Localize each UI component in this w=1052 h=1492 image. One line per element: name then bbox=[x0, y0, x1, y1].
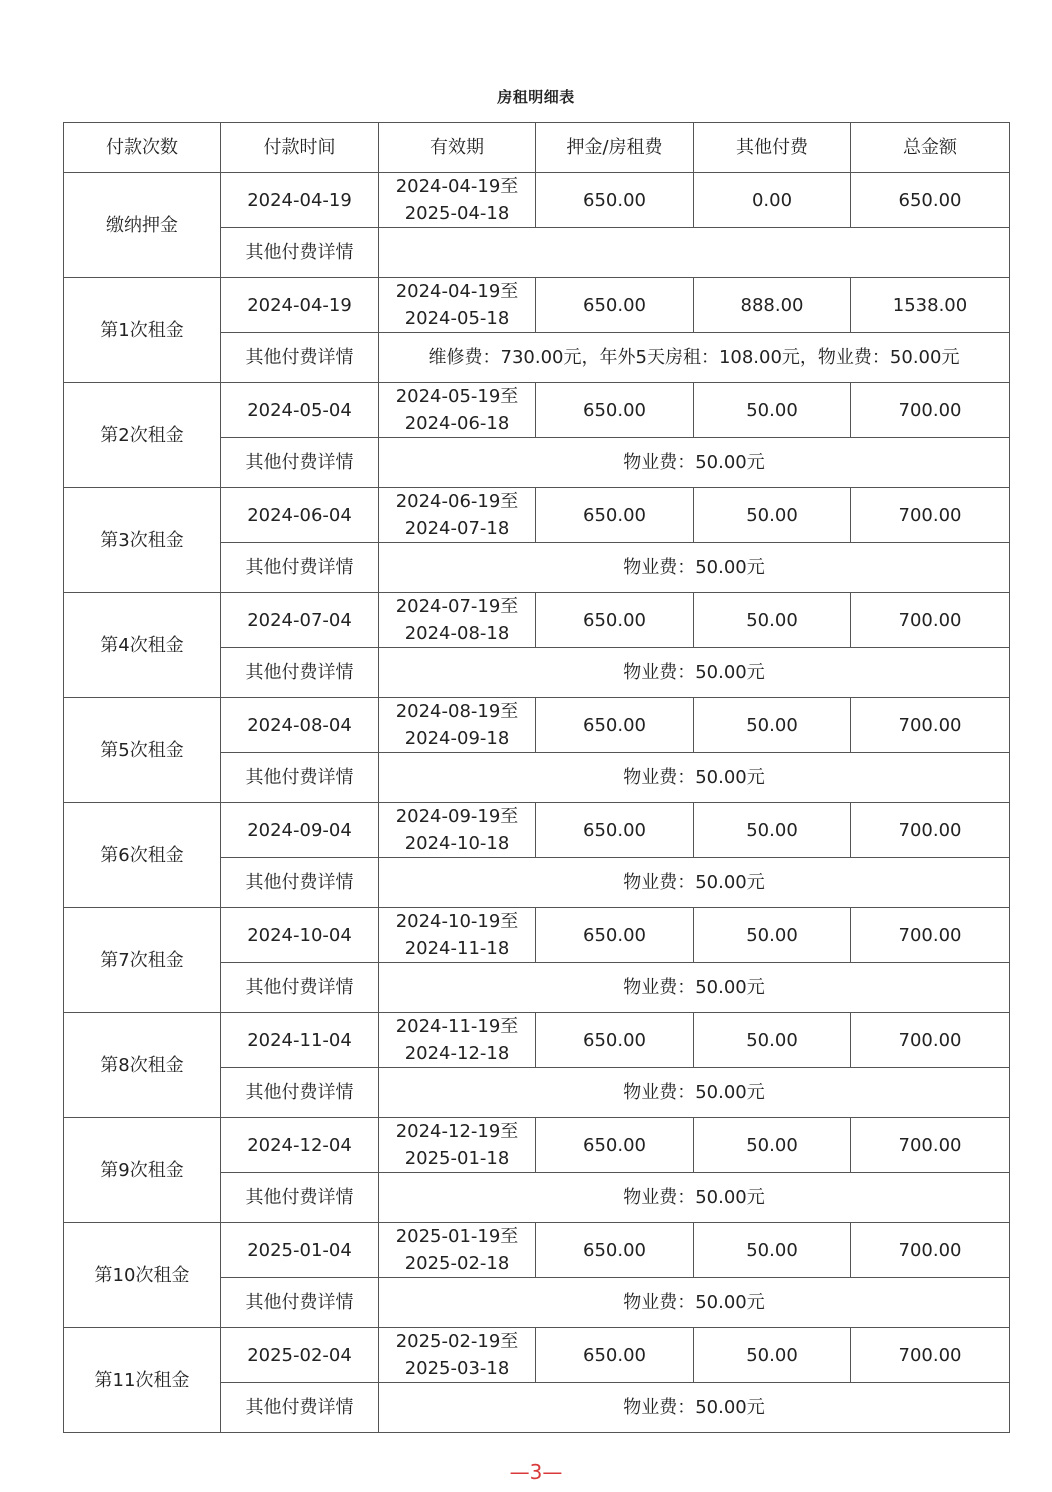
total-amount-cell: 700.00 bbox=[851, 383, 1010, 438]
total-amount-cell: 700.00 bbox=[851, 488, 1010, 543]
period-end: 2025-04-18 bbox=[404, 203, 510, 224]
detail-label-cell: 其他付费详情 bbox=[221, 858, 379, 908]
period-start: 2024-09-19至 bbox=[395, 806, 519, 827]
deposit-rent-cell: 650.00 bbox=[536, 173, 694, 228]
other-fee-cell: 50.00 bbox=[694, 1223, 851, 1278]
total-amount-cell: 700.00 bbox=[851, 1223, 1010, 1278]
period-start: 2024-05-19至 bbox=[395, 386, 519, 407]
deposit-rent-cell: 650.00 bbox=[536, 1118, 694, 1173]
detail-label-cell: 其他付费详情 bbox=[221, 228, 379, 278]
valid-period-cell bbox=[379, 1118, 536, 1173]
deposit-rent-cell: 650.00 bbox=[536, 593, 694, 648]
payment-date-cell: 2024-12-04 bbox=[221, 1118, 379, 1173]
payment-date-cell: 2024-08-04 bbox=[221, 698, 379, 753]
payment-date-cell: 2024-04-19 bbox=[221, 278, 379, 333]
other-fee-cell: 50.00 bbox=[694, 1328, 851, 1383]
period-start: 2024-04-19至 bbox=[395, 176, 519, 197]
other-fee-cell: 50.00 bbox=[694, 593, 851, 648]
header-payment-date: 付款时间 bbox=[221, 123, 379, 173]
other-fee-cell: 50.00 bbox=[694, 803, 851, 858]
payment-date-cell: 2025-01-04 bbox=[221, 1223, 379, 1278]
total-amount-cell: 700.00 bbox=[851, 803, 1010, 858]
header-total-amount: 总金额 bbox=[851, 123, 1010, 173]
table-row bbox=[64, 908, 1010, 963]
detail-label-cell: 其他付费详情 bbox=[221, 543, 379, 593]
period-start: 2025-02-19至 bbox=[395, 1331, 519, 1352]
total-amount-cell: 700.00 bbox=[851, 1328, 1010, 1383]
valid-period-cell bbox=[379, 698, 536, 753]
payment-count-cell: 第6次租金 bbox=[64, 803, 221, 908]
payment-count-cell: 第10次租金 bbox=[64, 1223, 221, 1328]
header-other-fee: 其他付费 bbox=[694, 123, 851, 173]
payment-count-cell: 第11次租金 bbox=[64, 1328, 221, 1433]
detail-content-cell: 物业费：50.00元 bbox=[379, 1278, 1010, 1328]
detail-content-cell: 物业费：50.00元 bbox=[379, 1068, 1010, 1118]
payment-count-cell: 第7次租金 bbox=[64, 908, 221, 1013]
total-amount-cell: 700.00 bbox=[851, 908, 1010, 963]
payment-count-cell: 第1次租金 bbox=[64, 278, 221, 383]
period-start: 2024-07-19至 bbox=[395, 596, 519, 617]
valid-period-cell bbox=[379, 488, 536, 543]
period-end: 2024-07-18 bbox=[404, 518, 510, 539]
table-row bbox=[64, 803, 1010, 858]
period-end: 2024-05-18 bbox=[404, 308, 510, 329]
period-end: 2024-10-18 bbox=[404, 833, 510, 854]
period-start: 2024-06-19至 bbox=[395, 491, 519, 512]
header-payment-count: 付款次数 bbox=[64, 123, 221, 173]
detail-content-cell: 物业费：50.00元 bbox=[379, 438, 1010, 488]
table-row bbox=[64, 1223, 1010, 1278]
valid-period-cell bbox=[379, 1223, 536, 1278]
table-row bbox=[64, 278, 1010, 333]
total-amount-cell: 1538.00 bbox=[851, 278, 1010, 333]
other-fee-cell: 50.00 bbox=[694, 488, 851, 543]
other-fee-cell: 50.00 bbox=[694, 383, 851, 438]
payment-date-cell: 2024-06-04 bbox=[221, 488, 379, 543]
total-amount-cell: 700.00 bbox=[851, 1118, 1010, 1173]
valid-period-cell bbox=[379, 278, 536, 333]
payment-count-cell: 第8次租金 bbox=[64, 1013, 221, 1118]
period-start: 2025-01-19至 bbox=[395, 1226, 519, 1247]
detail-label-cell: 其他付费详情 bbox=[221, 963, 379, 1013]
table-body bbox=[64, 173, 1010, 1433]
table-row bbox=[64, 698, 1010, 753]
header-deposit-rent: 押金/房租费 bbox=[536, 123, 694, 173]
valid-period-cell bbox=[379, 803, 536, 858]
valid-period-cell bbox=[379, 1328, 536, 1383]
other-fee-cell: 0.00 bbox=[694, 173, 851, 228]
detail-content-cell: 物业费：50.00元 bbox=[379, 1173, 1010, 1223]
period-end: 2024-06-18 bbox=[404, 413, 510, 434]
total-amount-cell: 700.00 bbox=[851, 1013, 1010, 1068]
total-amount-cell: 700.00 bbox=[851, 698, 1010, 753]
period-start: 2024-08-19至 bbox=[395, 701, 519, 722]
total-amount-cell: 650.00 bbox=[851, 173, 1010, 228]
other-fee-cell: 50.00 bbox=[694, 1013, 851, 1068]
payment-count-cell: 第2次租金 bbox=[64, 383, 221, 488]
valid-period-cell bbox=[379, 173, 536, 228]
payment-date-cell: 2024-09-04 bbox=[221, 803, 379, 858]
detail-content-cell: 物业费：50.00元 bbox=[379, 753, 1010, 803]
detail-label-cell: 其他付费详情 bbox=[221, 1278, 379, 1328]
detail-content-cell: 物业费：50.00元 bbox=[379, 1383, 1010, 1433]
total-amount-cell: 700.00 bbox=[851, 593, 1010, 648]
deposit-rent-cell: 650.00 bbox=[536, 1013, 694, 1068]
payment-date-cell: 2024-05-04 bbox=[221, 383, 379, 438]
valid-period-cell bbox=[379, 908, 536, 963]
period-start: 2024-10-19至 bbox=[395, 911, 519, 932]
payment-count-cell: 第4次租金 bbox=[64, 593, 221, 698]
detail-content-cell: 物业费：50.00元 bbox=[379, 543, 1010, 593]
deposit-rent-cell: 650.00 bbox=[536, 1328, 694, 1383]
period-start: 2024-11-19至 bbox=[395, 1016, 519, 1037]
detail-label-cell: 其他付费详情 bbox=[221, 1173, 379, 1223]
header-valid-period: 有效期 bbox=[379, 123, 536, 173]
payment-date-cell: 2024-07-04 bbox=[221, 593, 379, 648]
detail-label-cell: 其他付费详情 bbox=[221, 333, 379, 383]
rent-detail-table bbox=[63, 122, 1010, 1433]
period-end: 2024-08-18 bbox=[404, 623, 510, 644]
other-fee-cell: 50.00 bbox=[694, 908, 851, 963]
detail-label-cell: 其他付费详情 bbox=[221, 438, 379, 488]
detail-content-cell: 维修费：730.00元，年外5天房租：108.00元，物业费：50.00元 bbox=[379, 333, 1010, 383]
detail-content-cell: 物业费：50.00元 bbox=[379, 858, 1010, 908]
payment-date-cell: 2024-10-04 bbox=[221, 908, 379, 963]
valid-period-cell bbox=[379, 383, 536, 438]
deposit-rent-cell: 650.00 bbox=[536, 278, 694, 333]
detail-label-cell: 其他付费详情 bbox=[221, 1068, 379, 1118]
table-row bbox=[64, 1328, 1010, 1383]
period-end: 2024-12-18 bbox=[404, 1043, 510, 1064]
period-end: 2025-03-18 bbox=[404, 1358, 510, 1379]
valid-period-cell bbox=[379, 1013, 536, 1068]
period-start: 2024-04-19至 bbox=[395, 281, 519, 302]
payment-count-cell: 缴纳押金 bbox=[64, 173, 221, 278]
detail-label-cell: 其他付费详情 bbox=[221, 648, 379, 698]
period-end: 2025-01-18 bbox=[404, 1148, 510, 1169]
table-row bbox=[64, 1013, 1010, 1068]
payment-count-cell: 第9次租金 bbox=[64, 1118, 221, 1223]
table-row bbox=[64, 1118, 1010, 1173]
detail-content-cell: 物业费：50.00元 bbox=[379, 963, 1010, 1013]
payment-date-cell: 2024-04-19 bbox=[221, 173, 379, 228]
detail-label-cell: 其他付费详情 bbox=[221, 753, 379, 803]
page-number: —3— bbox=[509, 1460, 563, 1484]
document-title: 房租明细表 bbox=[497, 88, 575, 106]
period-end: 2024-09-18 bbox=[404, 728, 510, 749]
table-header-row bbox=[64, 123, 1010, 173]
detail-content-cell: 物业费：50.00元 bbox=[379, 648, 1010, 698]
payment-date-cell: 2024-11-04 bbox=[221, 1013, 379, 1068]
other-fee-cell: 888.00 bbox=[694, 278, 851, 333]
deposit-rent-cell: 650.00 bbox=[536, 383, 694, 438]
table-row bbox=[64, 488, 1010, 543]
valid-period-cell bbox=[379, 593, 536, 648]
table-row bbox=[64, 593, 1010, 648]
detail-content-cell bbox=[379, 228, 1010, 278]
deposit-rent-cell: 650.00 bbox=[536, 803, 694, 858]
deposit-rent-cell: 650.00 bbox=[536, 1223, 694, 1278]
payment-count-cell: 第5次租金 bbox=[64, 698, 221, 803]
deposit-rent-cell: 650.00 bbox=[536, 908, 694, 963]
table-row bbox=[64, 383, 1010, 438]
period-start: 2024-12-19至 bbox=[395, 1121, 519, 1142]
period-end: 2024-11-18 bbox=[404, 938, 510, 959]
payment-count-cell: 第3次租金 bbox=[64, 488, 221, 593]
other-fee-cell: 50.00 bbox=[694, 1118, 851, 1173]
table-row bbox=[64, 173, 1010, 228]
other-fee-cell: 50.00 bbox=[694, 698, 851, 753]
deposit-rent-cell: 650.00 bbox=[536, 488, 694, 543]
deposit-rent-cell: 650.00 bbox=[536, 698, 694, 753]
period-end: 2025-02-18 bbox=[404, 1253, 510, 1274]
detail-label-cell: 其他付费详情 bbox=[221, 1383, 379, 1433]
payment-date-cell: 2025-02-04 bbox=[221, 1328, 379, 1383]
